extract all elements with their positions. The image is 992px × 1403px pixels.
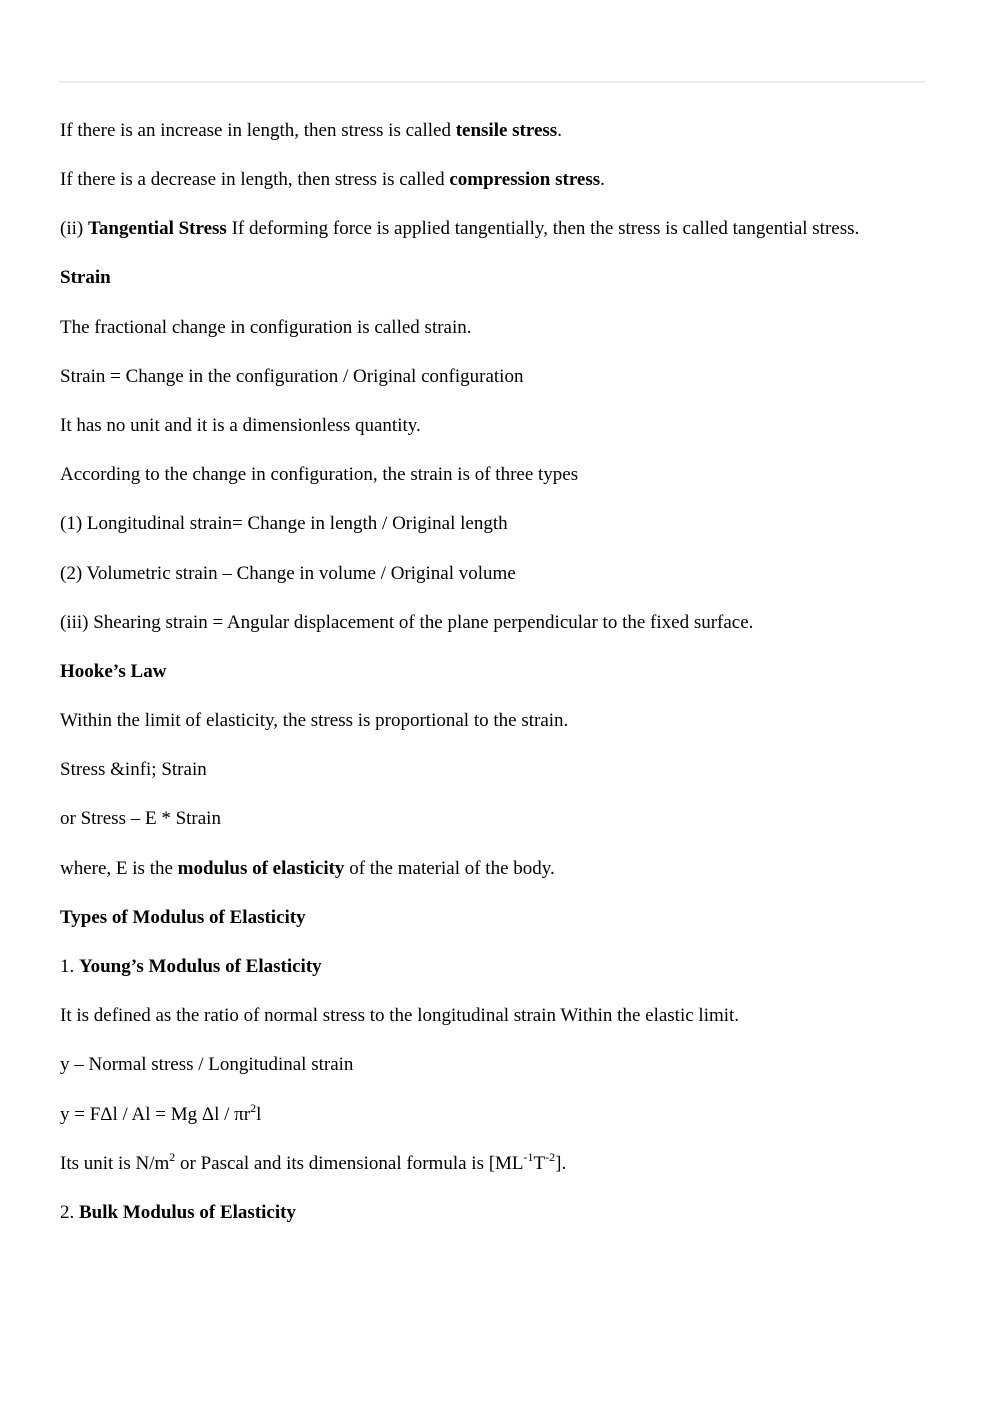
text: If there is a decrease in length, then stress is called — [60, 169, 450, 191]
section-heading-strain — [60, 265, 940, 291]
text: It is defined as the ratio of normal stress to the longitudinal strain Within the elastic limit. — [60, 1005, 740, 1027]
text: . — [600, 169, 605, 191]
list-item — [60, 610, 940, 636]
text: . — [557, 120, 562, 141]
text: of the material of the body. — [344, 857, 555, 879]
document-body — [60, 118, 940, 1249]
paragraph — [60, 806, 940, 832]
paragraph — [60, 757, 940, 783]
text: Within the limit of elasticity, the stress is proportional to the strain. — [60, 710, 569, 732]
text: l — [256, 1103, 262, 1125]
formula-youngs — [60, 1102, 940, 1128]
text: y – Normal stress / Longitudinal strain — [60, 1054, 354, 1076]
text: ]. — [555, 1152, 567, 1174]
bold-term: Tangential Stress — [87, 218, 227, 240]
superscript: -2 — [545, 1149, 556, 1164]
list-item — [60, 511, 940, 537]
header-divider — [58, 81, 926, 83]
text: 1. — [60, 956, 79, 977]
bold-term: tensile stress — [455, 120, 558, 141]
text: or Pascal and its dimensional formula is [ML — [175, 1152, 524, 1174]
text: y = FΔl / Al = Mg Δl / πr — [60, 1103, 251, 1125]
text: The fractional change in configuration is called strain. — [60, 316, 472, 338]
bold-term: compression stress — [449, 169, 601, 191]
text: where, E is the — [60, 857, 178, 879]
superscript: 2 — [169, 1149, 176, 1164]
text: Strain = Change in the configuration / Original configuration — [60, 365, 524, 387]
paragraph — [60, 167, 940, 193]
section-heading-hookes-law — [60, 659, 940, 685]
paragraph — [60, 413, 940, 439]
text: Stress &infi; Strain — [60, 759, 207, 781]
text: (1) Longitudinal strain= Change in length / Original length — [60, 513, 508, 535]
paragraph — [60, 216, 940, 242]
text: (ii) — [60, 218, 88, 240]
unit-line — [60, 1151, 940, 1177]
text: If deforming force is applied tangentially, then the stress is called tangential stress. — [226, 218, 860, 240]
text: T — [533, 1152, 546, 1174]
subsection-heading-youngs — [60, 954, 940, 980]
heading-text: Young’s Modulus of Elasticity — [79, 956, 322, 977]
paragraph — [60, 118, 940, 144]
heading-text: Bulk Modulus of Elasticity — [79, 1201, 296, 1223]
text: Its unit is N/m — [60, 1152, 170, 1174]
text: or Stress – E * Strain — [60, 808, 221, 830]
text: 2. — [60, 1201, 79, 1223]
text: (2) Volumetric strain – Change in volume / Original volume — [60, 562, 516, 584]
paragraph — [60, 315, 940, 341]
heading-text: Strain — [60, 267, 111, 289]
text: If there is an increase in length, then stress is called — [60, 120, 456, 141]
paragraph — [60, 364, 940, 390]
paragraph — [60, 1052, 940, 1078]
text: It has no unit and it is a dimensionless quantity. — [60, 414, 421, 436]
heading-text: Hooke’s Law — [60, 660, 167, 682]
paragraph — [60, 856, 940, 882]
bold-term: modulus of elasticity — [177, 857, 345, 879]
list-item — [60, 561, 940, 587]
heading-text: Types of Modulus of Elasticity — [60, 906, 306, 928]
paragraph — [60, 708, 940, 734]
text: (iii) Shearing strain = Angular displacement of the plane perpendicular to the fixed surface. — [60, 611, 754, 633]
section-heading-types — [60, 905, 940, 931]
paragraph — [60, 1003, 940, 1029]
text: According to the change in configuration, the strain is of three types — [60, 464, 579, 486]
paragraph — [60, 462, 940, 488]
superscript: -1 — [523, 1149, 534, 1164]
superscript: 2 — [250, 1100, 257, 1115]
subsection-heading-bulk — [60, 1200, 940, 1226]
